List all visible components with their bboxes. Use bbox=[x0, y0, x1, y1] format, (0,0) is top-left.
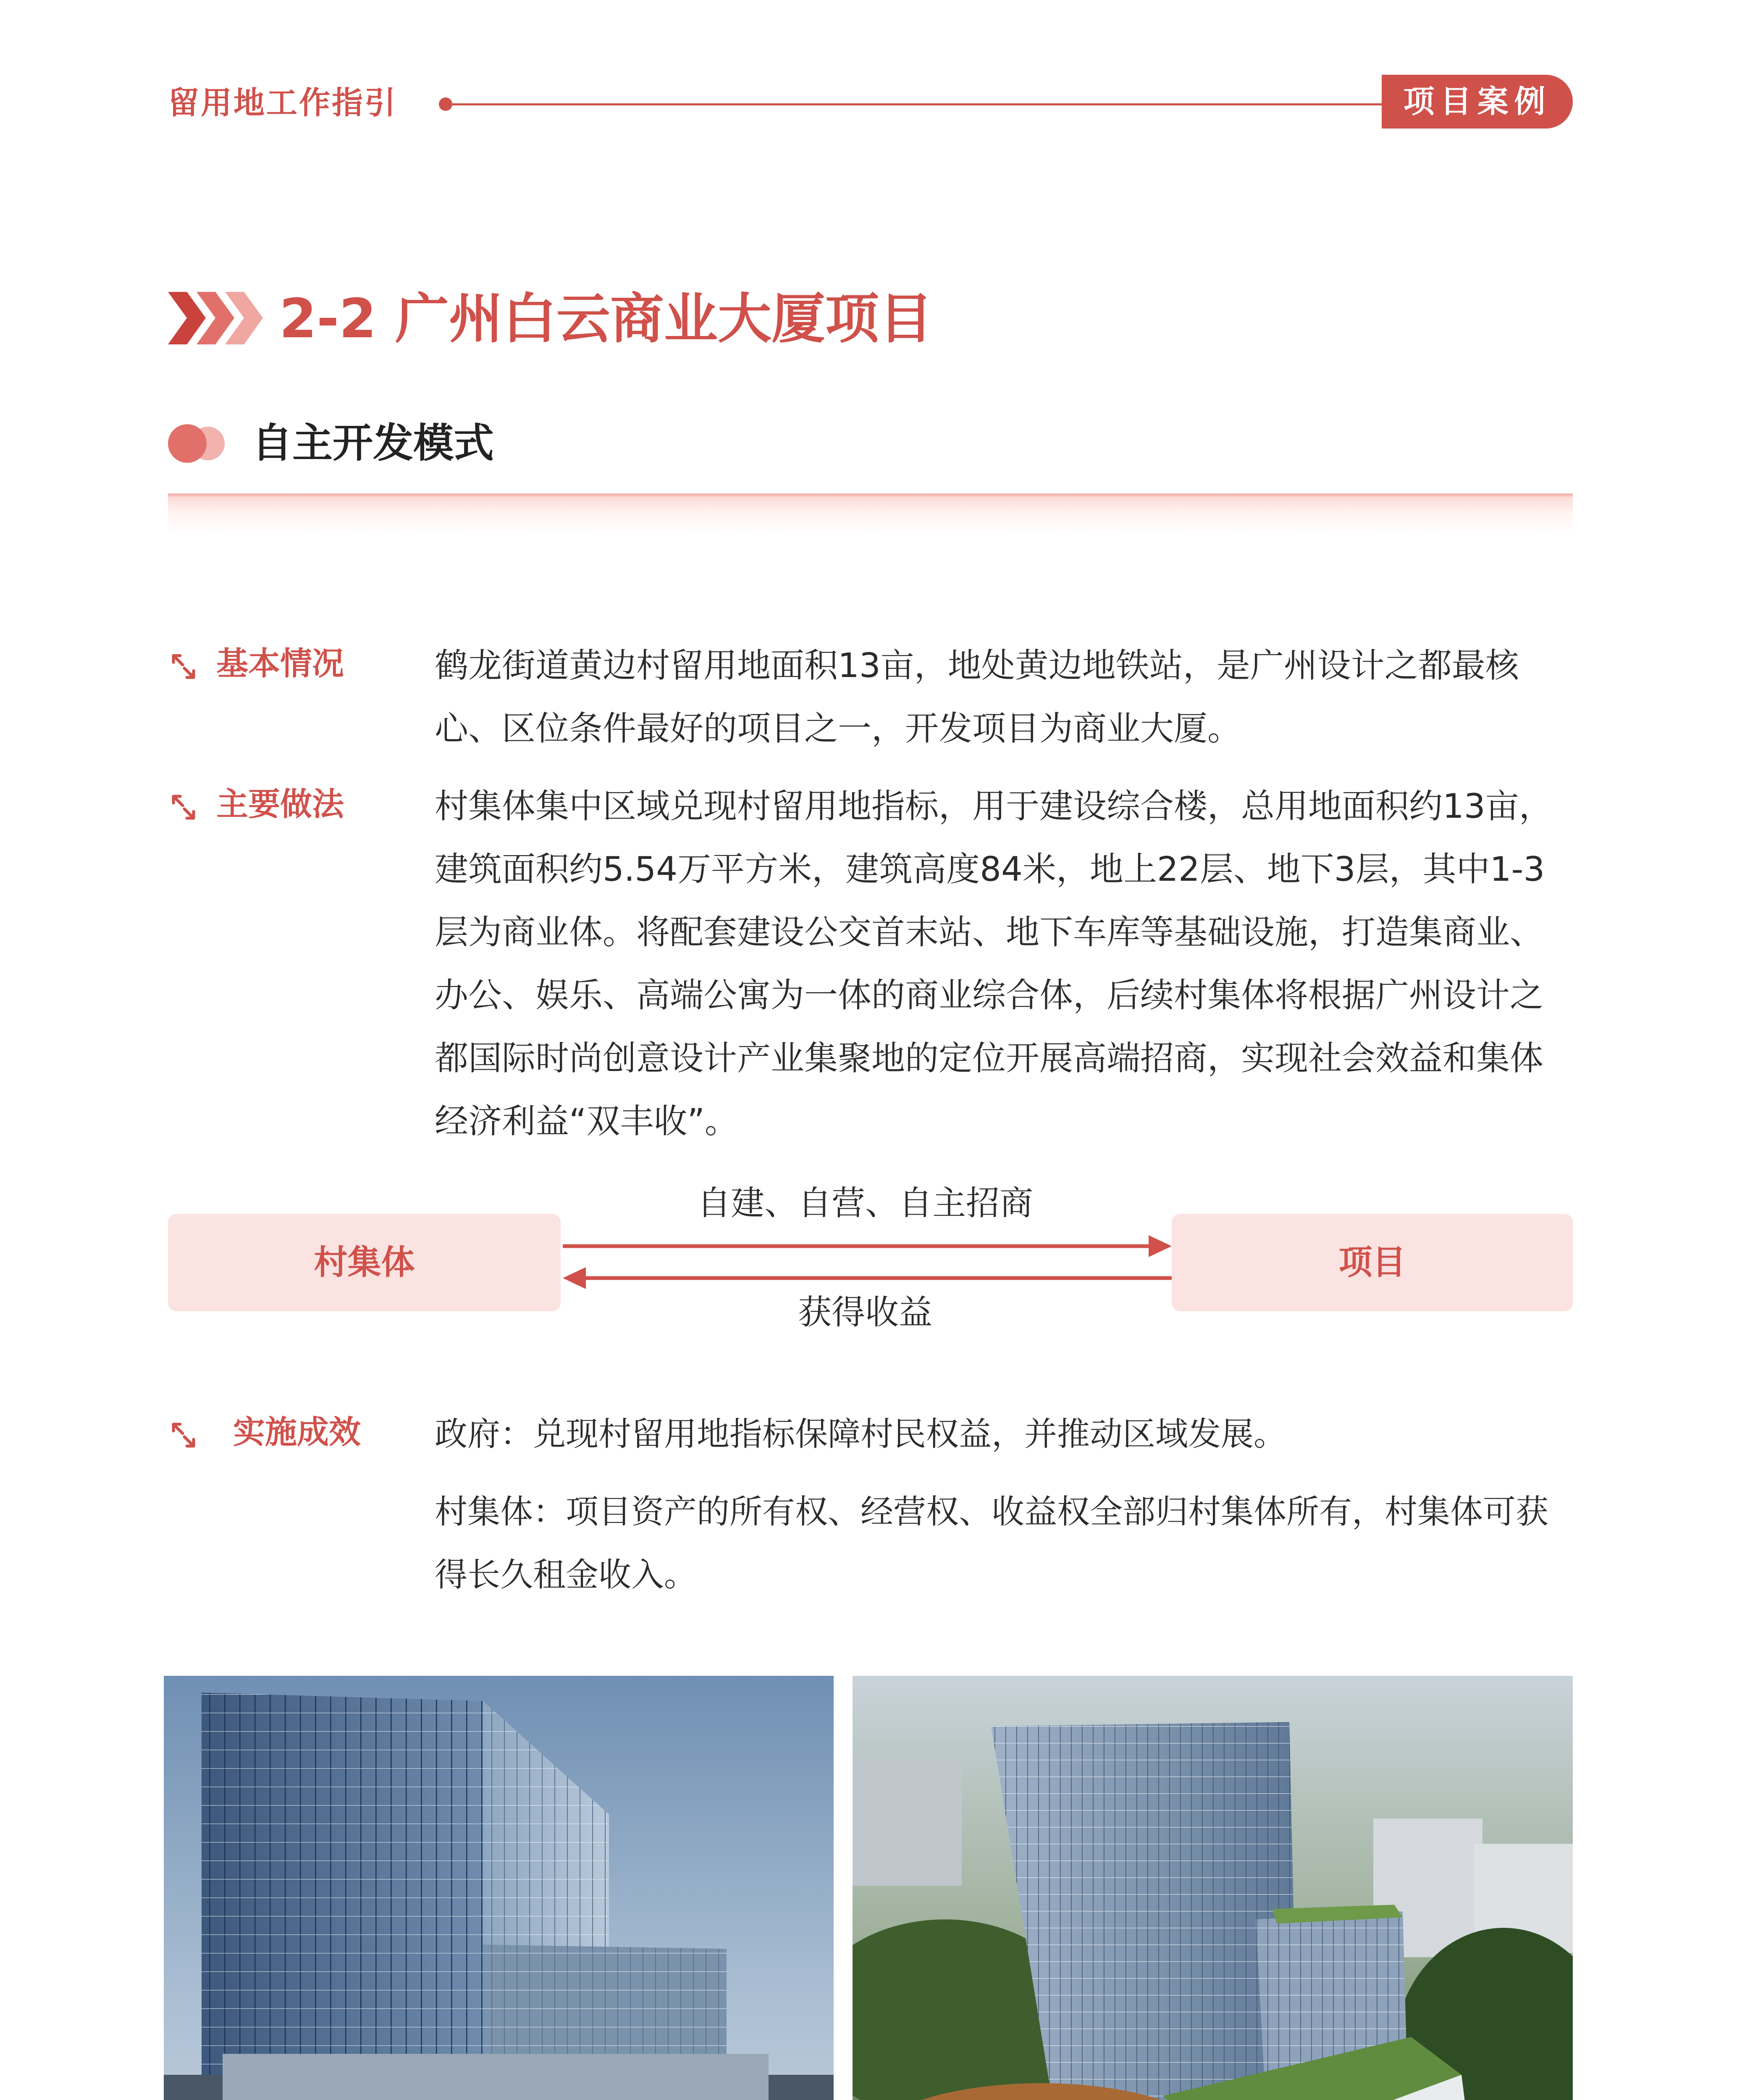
running-header-title: 留用地工作指引 bbox=[168, 85, 397, 121]
label-approach: 主要做法 bbox=[216, 785, 344, 823]
resize-arrow-icon bbox=[170, 653, 197, 680]
diagram-top-label: 自建、自营、自主招商 bbox=[697, 1184, 1033, 1223]
resize-arrow-icon bbox=[170, 1422, 197, 1449]
resize-arrow-icon bbox=[170, 794, 197, 821]
paragraph-results-gov: 政府：兑现村留用地指标保障村民权益，并推动区域发展。 bbox=[435, 1415, 1287, 1453]
diagram-box-village: 村集体 bbox=[168, 1214, 561, 1311]
section-title: 2-2 广州白云商业大厦项目 bbox=[279, 288, 933, 350]
diagram-arrows bbox=[561, 1233, 1174, 1292]
section-tab: 项目案例 bbox=[1382, 75, 1573, 129]
paragraph-approach-text: 村集体集中区域兑现村留用地指标，用于建设综合楼，总用地面积约13亩，建筑面积约5.54万平方米，建筑高度84米，地上22层、地下3层，其中1-3层为商业体。将配套建设公交首末站、地下车库等基础设施，打造集商业、办公、娱乐、高端公寓为一体的商业综合体，后续村集体将根据广州设计之都国际时尚创意设计产业集聚地的定位开展高端招商，实现社会效益和集体经济利益“双丰收”。 bbox=[435, 787, 1553, 1141]
paragraph-results-village: 村集体：项目资产的所有权、经营权、收益权全部归村集体所有，村集体可获得长久租金收入。 bbox=[435, 1493, 1549, 1594]
building-render-front bbox=[164, 1676, 834, 2100]
header-dot bbox=[439, 97, 452, 111]
diagram-box-project: 项目 bbox=[1172, 1214, 1573, 1311]
chevron-icon bbox=[168, 292, 269, 344]
paragraph-approach bbox=[435, 775, 1575, 1153]
paragraph-basic bbox=[435, 634, 1575, 760]
subheading: 自主开发模式 bbox=[252, 420, 494, 467]
label-results: 实施成效 bbox=[233, 1413, 361, 1451]
subheading-dot bbox=[168, 424, 207, 463]
label-basic: 基本情况 bbox=[216, 645, 344, 682]
header-rule bbox=[452, 103, 1389, 105]
building-render-aerial bbox=[853, 1676, 1573, 2100]
paragraph-basic-text: 鹤龙街道黄边村留用地面积13亩，地处黄边地铁站，是广州设计之都最核心、区位条件最好的项目之一，开发项目为商业大厦。 bbox=[435, 646, 1519, 748]
subheading-underline bbox=[168, 494, 1573, 536]
diagram-bottom-label: 获得收益 bbox=[798, 1293, 932, 1332]
